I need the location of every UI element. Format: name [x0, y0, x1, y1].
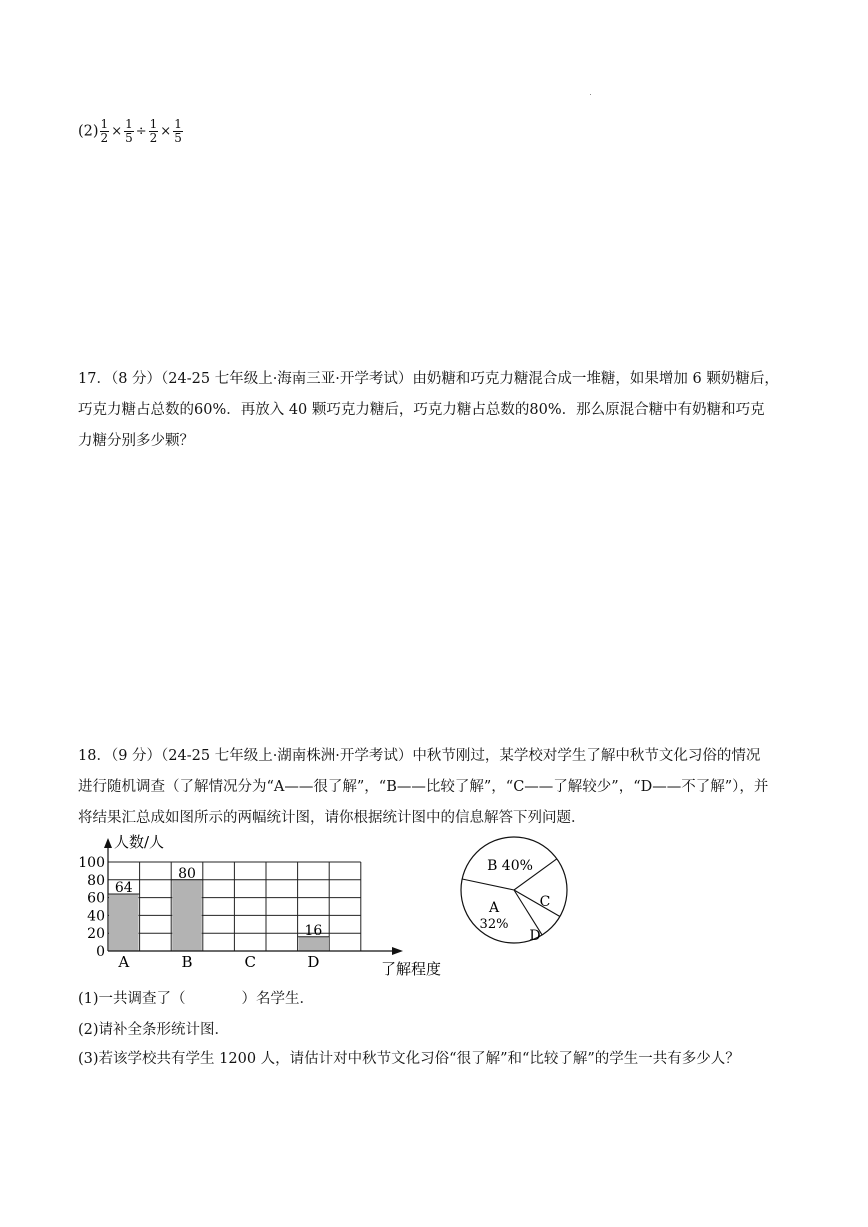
question-16-2: [78, 118, 184, 145]
q18-line: 进行随机调查（了解情况分为“A——很了解”，“B——比较了解”，“C——了解较少”，“D——不了解”），并: [78, 779, 769, 795]
stray-dot: [590, 94, 591, 95]
y-tick-label: 40: [87, 908, 105, 925]
q18-sub-3: [78, 1049, 740, 1069]
y-tick-label: 20: [87, 926, 105, 943]
q16-2-expression: [99, 117, 184, 145]
denominator: 2: [100, 131, 109, 145]
x-tick-label: D: [307, 953, 320, 971]
pie-slice-label: B 40%: [487, 858, 533, 874]
fraction: [100, 118, 110, 145]
numerator: 1: [125, 117, 133, 131]
operator: ÷: [135, 123, 147, 139]
pie-slice-label: A: [488, 900, 500, 916]
q17-line: 力糖分别多少颗？: [78, 433, 194, 449]
question-18: [78, 741, 768, 834]
x-axis-title: 了解程度: [381, 960, 442, 978]
x-axis-arrow: [392, 947, 403, 955]
denominator: 5: [125, 131, 133, 145]
q18-sub-1: [78, 989, 314, 1009]
denominator: 2: [149, 131, 158, 145]
pie-slice-percent: 32%: [479, 917, 509, 932]
numerator: 1: [100, 117, 109, 131]
pie-slice-border: [514, 890, 560, 917]
q17-line: 17．（8 分）（24-25 七年级上·海南三亚·开学考试）由奶糖和巧克力糖混合成一堆糖，如果增加 6 颗奶糖后，: [78, 371, 779, 387]
q18-sub-2: [78, 1020, 229, 1040]
x-tick-label: C: [244, 953, 256, 971]
bar-value-label: 64: [114, 880, 133, 897]
fraction: [173, 118, 183, 145]
q18-line: 将结果汇总成如图所示的两幅统计图，请你根据统计图中的信息解答下列问题．: [78, 810, 586, 826]
q17-line: 巧克力糖占总数的60%．再放入 40 颗巧克力糖后，巧克力糖占总数的80%．那么原混合糖中有奶糖和巧克: [78, 402, 765, 418]
x-tick-label: B: [181, 953, 193, 971]
pie-slice-border: [462, 879, 514, 890]
y-tick-label: 0: [96, 944, 105, 960]
q16-2-label: (2): [78, 123, 99, 140]
y-tick-label: 80: [87, 872, 105, 889]
numerator: 1: [174, 117, 182, 131]
q18-sub1-text: (1)一共调查了（: [78, 991, 186, 1007]
q18-line: 18．（9 分）（24-25 七年级上·湖南株洲·开学考试）中秋节刚过，某学校对学生了解中秋节文化习俗的情况: [78, 748, 761, 764]
denominator: 5: [174, 131, 182, 145]
operator: ×: [160, 123, 172, 139]
statistics-figures: [70, 828, 590, 984]
q18-sub1-text-end: ）名学生．: [241, 991, 315, 1007]
pie-slice-label: C: [539, 894, 551, 910]
bar-value-label: 16: [304, 922, 323, 939]
question-17: [78, 364, 779, 457]
x-tick-label: A: [118, 953, 130, 971]
y-tick-label: 60: [87, 890, 105, 907]
operator: ×: [111, 123, 123, 139]
y-axis-arrow: [104, 838, 112, 848]
bar-chart: [78, 833, 441, 978]
y-tick-label: 100: [78, 855, 105, 871]
pie-chart: [461, 837, 567, 944]
numerator: 1: [149, 117, 158, 131]
q18-sub3-text: (3)若该学校共有学生 1200 人，请估计对中秋节文化习俗“很了解”和“比较了解”的学生一共有多少人？: [78, 1051, 740, 1067]
q18-sub2-text: (2)请补全条形统计图．: [78, 1022, 230, 1038]
bar: [172, 880, 202, 951]
bar: [299, 937, 329, 951]
fraction: [149, 118, 159, 145]
bar-value-label: 80: [178, 865, 196, 882]
fraction: [124, 118, 134, 145]
bar: [109, 894, 139, 951]
pie-slice-label: D: [529, 928, 541, 944]
y-axis-title: 人数/人: [114, 833, 165, 851]
